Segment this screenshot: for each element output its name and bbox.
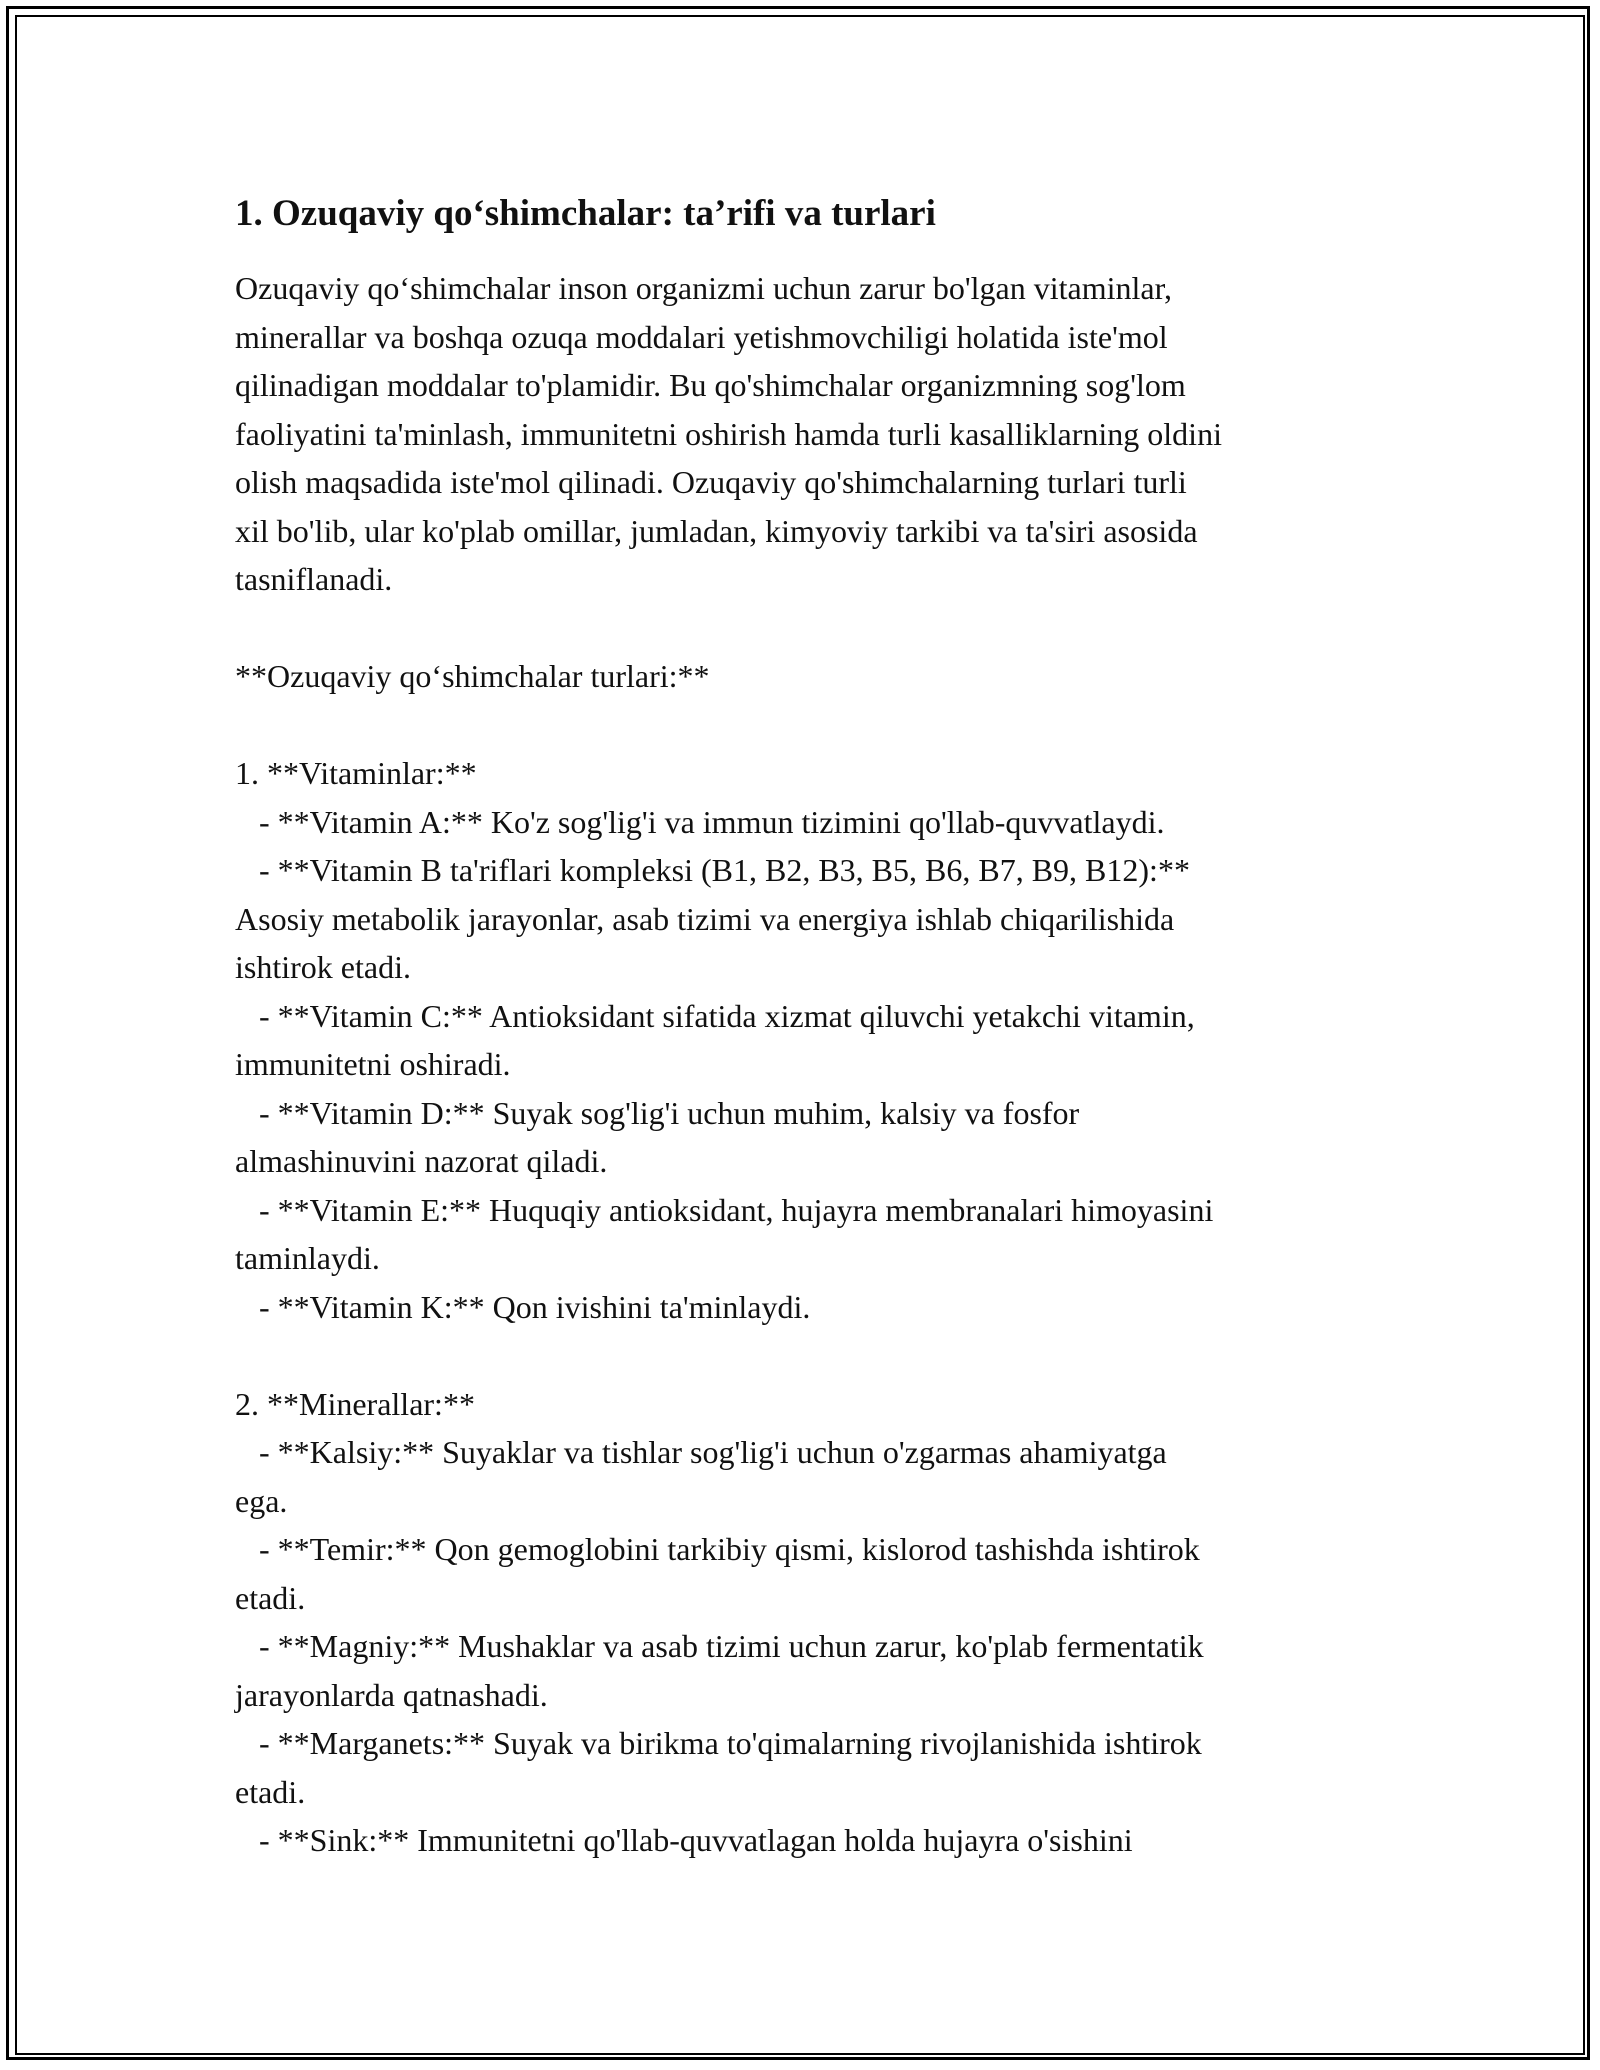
vitamin-line: - **Vitamin E:** Huquqiy antioksidant, hujayra membranalari himoyasini xyxy=(235,1191,1214,1228)
vitamin-line: - **Vitamin A:** Ko'z sog'lig'i va immun tizimini qo'llab-quvvatlaydi. xyxy=(235,803,1165,840)
mineral-line: jarayonlarda qatnashadi. xyxy=(235,1676,548,1713)
vitamin-line: Asosiy metabolik jarayonlar, asab tizimi va energiya ishlab chiqarilishida xyxy=(235,900,1175,937)
vitamin-line: immunitetni oshiradi. xyxy=(235,1046,511,1082)
mineral-line: etadi. xyxy=(235,1579,306,1616)
minerals-heading: 2. **Minerallar:** xyxy=(235,1385,475,1422)
mineral-line: - **Temir:** Qon gemoglobini tarkibiy qismi, kislorod tashishda ishtirok xyxy=(235,1531,1200,1567)
mineral-line: - **Marganets:** Suyak va birikma to'qimalarning rivojlanishida ishtirok xyxy=(235,1725,1202,1761)
vitamin-line: - **Vitamin K:** Qon ivishini ta'minlaydi. xyxy=(235,1288,811,1325)
vitamins-heading: 1. **Vitaminlar:** xyxy=(235,755,477,791)
mineral-line: - **Sink:** Immunitetni qo'llab-quvvatlagan holda hujayra o'sishini xyxy=(235,1822,1133,1858)
blank-line xyxy=(235,701,1375,750)
mineral-line: - **Kalsiy:** Suyaklar va tishlar sog'lig'i uchun o'zgarmas ahamiyatga xyxy=(235,1434,1167,1470)
mineral-line: etadi. xyxy=(235,1773,306,1810)
intro-line: minerallar va boshqa ozuqa moddalari yetishmovchiligi holatida iste'mol xyxy=(235,318,1168,355)
vitamin-line: almashinuvini nazorat qiladi. xyxy=(235,1143,608,1179)
vitamin-line: - **Vitamin B ta'riflari kompleksi (B1, B2, B3, B5, B6, B7, B9, B12):** xyxy=(235,852,1190,888)
vitamin-line: - **Vitamin C:** Antioksidant sifatida xizmat qiluvchi yetakchi vitamin, xyxy=(235,997,1195,1034)
vitamin-line: - **Vitamin D:** Suyak sog'lig'i uchun muhim, kalsiy va fosfor xyxy=(235,1094,1080,1131)
intro-line: faoliyatini ta'minlash, immunitetni oshirish hamda turli kasalliklarning oldini xyxy=(235,415,1222,452)
vitamins-list xyxy=(235,798,1375,1332)
document-title: 1. Ozuqaviy qo‘shimchalar: ta’rifi va turlari xyxy=(235,193,936,234)
document-page xyxy=(235,190,1375,1865)
intro-line: tasniflanadi. xyxy=(235,561,393,597)
minerals-list xyxy=(235,1428,1375,1865)
intro-line: olish maqsadida iste'mol qilinadi. Ozuqaviy qo'shimchalarning turlari turli xyxy=(235,464,1187,500)
blank-line xyxy=(235,1331,1375,1380)
intro-line: qilinadigan moddalar to'plamidir. Bu qo'shimchalar organizmning sog'lom xyxy=(235,367,1186,403)
intro-paragraph xyxy=(235,264,1375,604)
mineral-line: - **Magniy:** Mushaklar va asab tizimi uchun zarur, ko'plab fermentatik xyxy=(235,1628,1204,1664)
mineral-line: ega. xyxy=(235,1482,288,1519)
blank-line xyxy=(235,604,1375,653)
intro-line: xil bo'lib, ular ko'plab omillar, jumladan, kimyoviy tarkibi va ta'siri asosida xyxy=(235,512,1198,549)
intro-line: Ozuqaviy qo‘shimchalar inson organizmi uchun zarur bo'lgan vitaminlar, xyxy=(235,270,1172,306)
vitamin-line: taminlaydi. xyxy=(235,1240,380,1276)
vitamin-line: ishtirok etadi. xyxy=(235,949,411,985)
types-heading: **Ozuqaviy qo‘shimchalar turlari:** xyxy=(235,658,710,694)
